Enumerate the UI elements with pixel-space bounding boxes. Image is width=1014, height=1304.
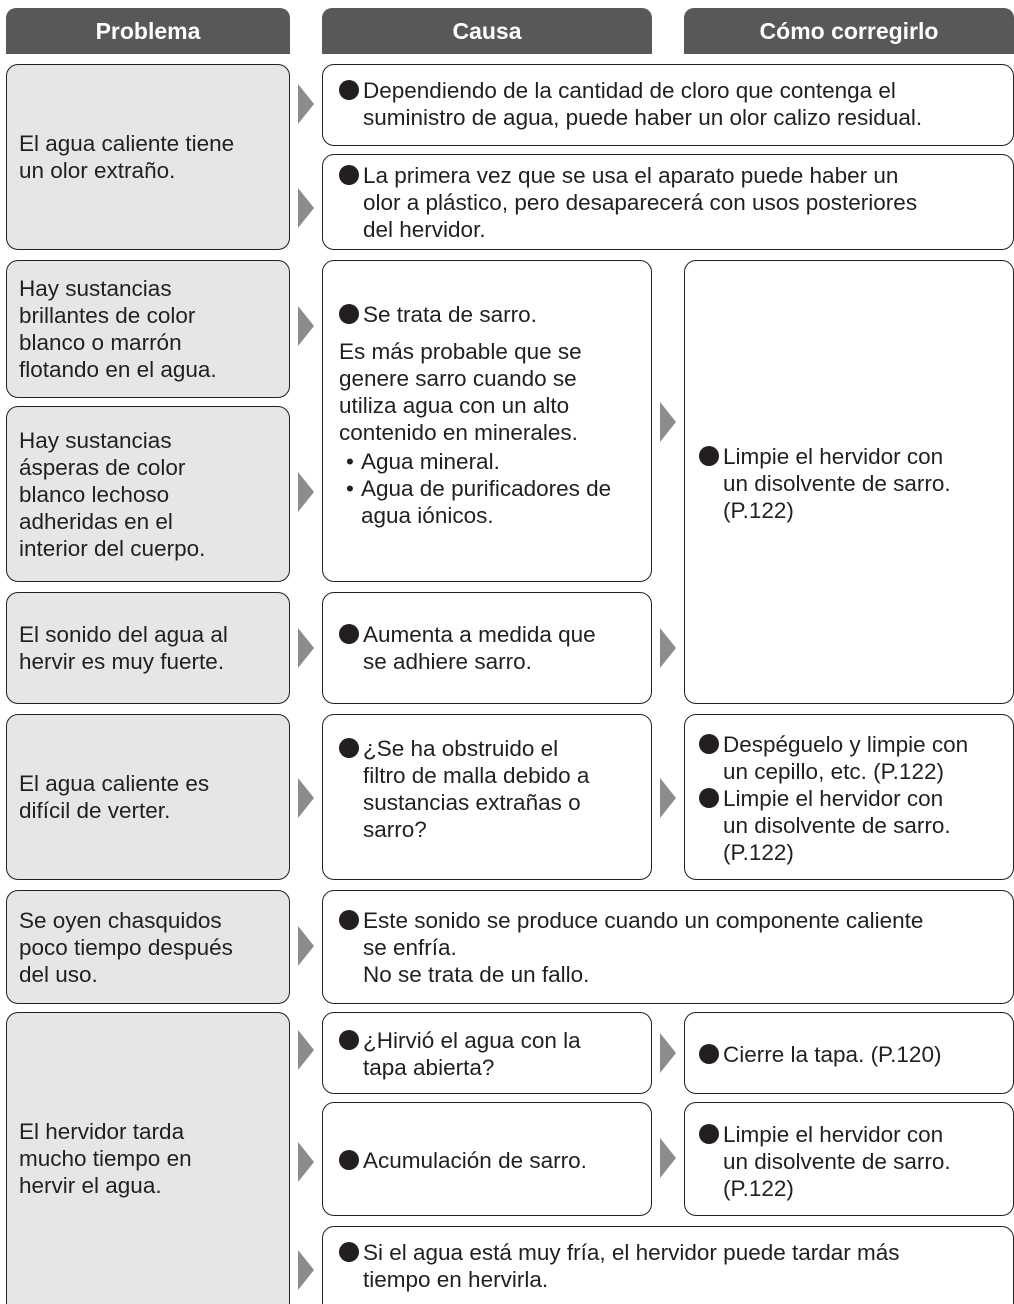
arrow-icon <box>298 1142 314 1182</box>
cause-scale-buildup <box>322 1102 652 1216</box>
cause-title: Se trata de sarro. <box>363 302 537 327</box>
bullet-icon <box>339 910 359 930</box>
problem-text: El sonido del agua al hervir es muy fuerte. <box>19 622 228 674</box>
bullet-icon <box>699 446 719 466</box>
cause-text: Dependiendo de la cantidad de cloro que contenga el suministro de agua, puede haber un olor calizo residual. <box>363 78 923 130</box>
arrow-icon <box>298 926 314 966</box>
list-item <box>339 448 641 475</box>
bullet-icon <box>339 1242 359 1262</box>
arrow-icon <box>660 402 676 442</box>
bullet-icon <box>699 1044 719 1064</box>
fix-text: Cierre la tapa. (P.120) <box>723 1042 942 1067</box>
list-item <box>339 475 641 529</box>
arrow-icon <box>660 1033 676 1073</box>
bullet-icon <box>699 734 719 754</box>
cause-body: Es más probable que se genere sarro cuando se utiliza agua con un alto contenido en minerales. <box>339 339 582 445</box>
cause-filter-blocked <box>322 714 652 880</box>
cause-scale-adheres <box>322 592 652 704</box>
cause-text: Si el agua está muy fría, el hervidor puede tardar más tiempo en hervirla. <box>363 1240 900 1292</box>
problem-text: El agua caliente tiene un olor extraño. <box>19 131 235 183</box>
list-marker: • <box>346 476 354 501</box>
problem-slow-boiling <box>6 1012 290 1304</box>
problem-loud-boiling <box>6 592 290 704</box>
cause-text: Acumulación de sarro. <box>363 1148 587 1173</box>
arrow-icon <box>298 778 314 818</box>
cause-cold-water <box>322 1226 1014 1304</box>
cause-text: Este sonido se produce cuando un componente caliente se enfría. No se trata de un fallo. <box>363 908 924 987</box>
fix-text: Limpie el hervidor con un disolvente de sarro. (P.122) <box>723 444 951 523</box>
problem-text: Hay sustancias ásperas de color blanco lechoso adheridas en el interior del cuerpo. <box>19 427 206 561</box>
arrow-icon <box>298 628 314 668</box>
bullet-icon <box>339 1030 359 1050</box>
arrow-icon <box>298 306 314 346</box>
cause-text: ¿Hirvió el agua con la tapa abierta? <box>363 1028 581 1080</box>
header-cause: Causa <box>322 8 652 54</box>
arrow-icon <box>298 84 314 124</box>
bullet-icon <box>339 624 359 644</box>
problem-strange-smell <box>6 64 290 250</box>
fix-text: Limpie el hervidor con un disolvente de sarro. (P.122) <box>723 1122 951 1201</box>
arrow-icon <box>660 628 676 668</box>
header-problem: Problema <box>6 8 290 54</box>
problem-hard-to-pour <box>6 714 290 880</box>
cause-plastic-smell <box>322 154 1014 250</box>
problem-text: Hay sustancias brillantes de color blanco o marrón flotando en el agua. <box>19 276 217 382</box>
arrow-icon <box>660 1138 676 1178</box>
problem-rough-substances <box>6 406 290 582</box>
cause-chlorine <box>322 64 1014 146</box>
cause-cooling-component <box>322 890 1014 1004</box>
arrow-icon <box>660 778 676 818</box>
bullet-icon <box>339 738 359 758</box>
problem-text: El agua caliente es difícil de verter. <box>19 771 210 823</box>
bullet-icon <box>339 304 359 324</box>
cause-scale <box>322 260 652 582</box>
fix-text: Limpie el hervidor con un disolvente de sarro. (P.122) <box>723 786 951 865</box>
bullet-icon <box>339 165 359 185</box>
bullet-icon <box>699 1124 719 1144</box>
bullet-icon <box>339 1150 359 1170</box>
arrow-icon <box>298 1250 314 1290</box>
problem-text: Se oyen chasquidos poco tiempo después del uso. <box>19 907 233 987</box>
fix-descaler <box>684 260 1014 704</box>
cause-text: Aumenta a medida que se adhiere sarro. <box>363 622 596 674</box>
arrow-icon <box>298 1030 314 1070</box>
problem-text: El hervidor tarda mucho tiempo en hervir el agua. <box>19 1119 192 1198</box>
bullet-icon <box>699 788 719 808</box>
header-fix: Cómo corregirlo <box>684 8 1014 54</box>
fix-descaler-2 <box>684 1102 1014 1216</box>
bullet-icon <box>339 80 359 100</box>
cause-text: ¿Se ha obstruido el filtro de malla debido a sustancias extrañas o sarro? <box>363 736 590 842</box>
arrow-icon <box>298 472 314 512</box>
list-item-text: Agua mineral. <box>361 449 500 474</box>
problem-floating-substances <box>6 260 290 398</box>
fix-close-lid <box>684 1012 1014 1094</box>
cause-text: La primera vez que se usa el aparato puede haber un olor a plástico, pero desaparecerá con usos posteriores del hervidor. <box>363 163 918 242</box>
cause-lid-open <box>322 1012 652 1094</box>
list-marker: • <box>346 449 354 474</box>
fix-peel-and-clean <box>684 714 1014 880</box>
list-item-text: Agua de purificadores de agua iónicos. <box>361 476 612 528</box>
problem-clicking-sounds <box>6 890 290 1004</box>
fix-text: Despéguelo y limpie con un cepillo, etc. (P.122) <box>723 732 969 784</box>
arrow-icon <box>298 188 314 228</box>
